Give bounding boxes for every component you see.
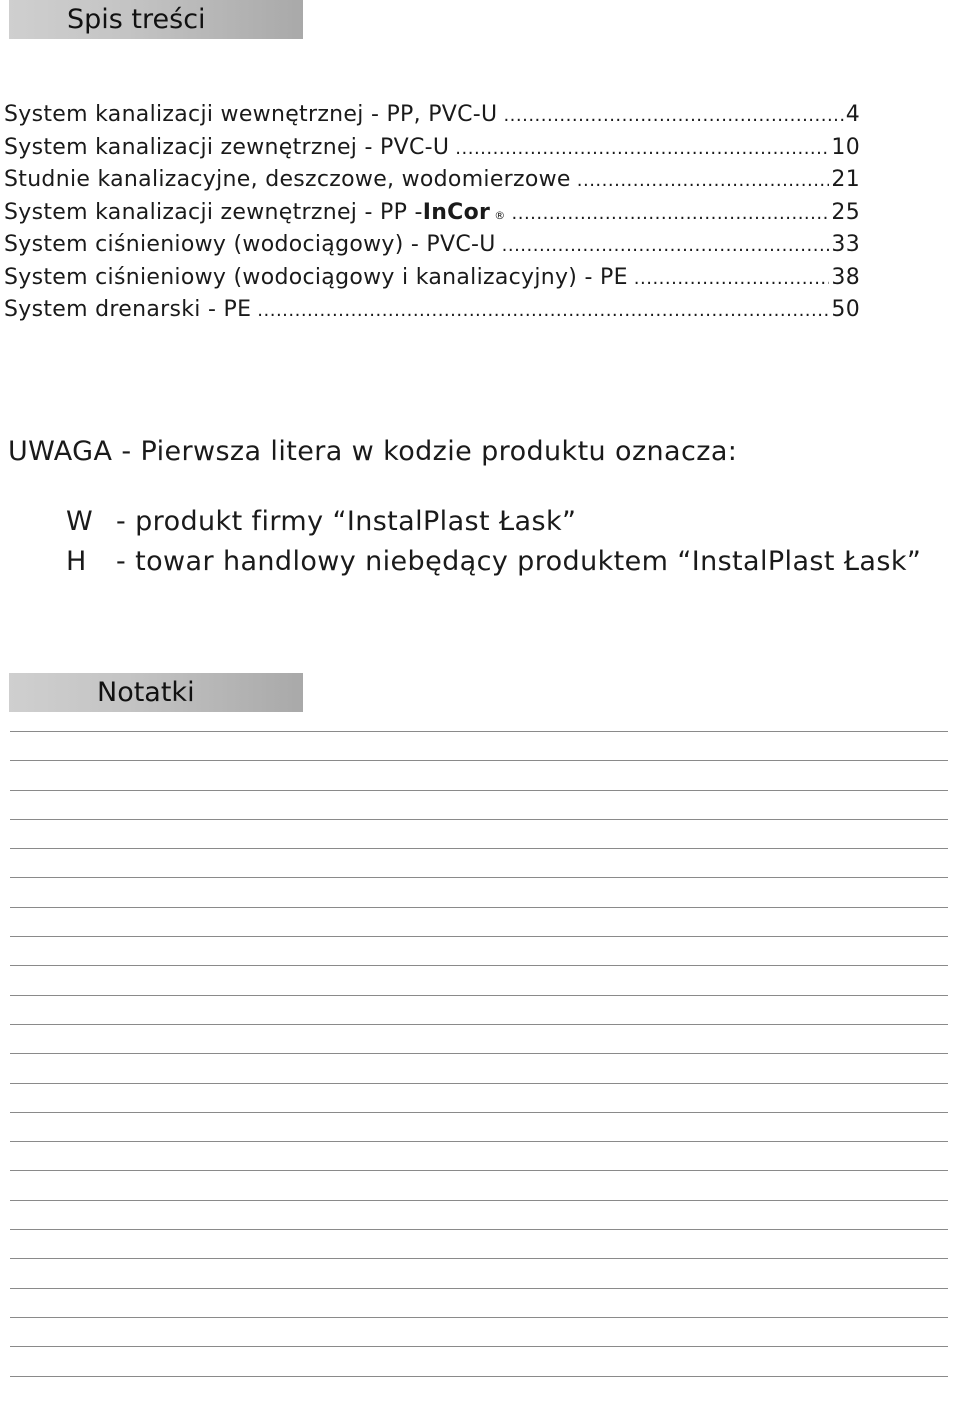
notes-line — [10, 1318, 948, 1347]
toc-entry-page: 21 — [831, 167, 860, 192]
toc-entry-title: System ciśnieniowy (wodociągowy i kanalizacyjny) - PE — [4, 264, 628, 290]
toc-dot-leader — [512, 200, 830, 225]
toc-entry[interactable] — [4, 200, 860, 233]
notes-line — [10, 1025, 948, 1054]
notes-line — [10, 908, 948, 937]
product-code-legend — [66, 506, 921, 586]
notes-line — [10, 761, 948, 790]
toc-heading: Spis treści — [67, 4, 206, 35]
toc-entry-page: 50 — [831, 297, 860, 322]
notes-line — [10, 996, 948, 1025]
toc-entry-title: System drenarski - PE — [4, 297, 252, 322]
notes-line — [10, 1201, 948, 1230]
legend-text: - towar handlowy niebędący produktem “InstalPlast Łask” — [116, 546, 922, 577]
toc-entry[interactable] — [4, 265, 860, 298]
toc-dot-leader — [455, 135, 829, 160]
toc-entry[interactable] — [4, 135, 860, 168]
toc-entry-title: Studnie kanalizacyjne, deszczowe, wodomierzowe — [4, 167, 571, 192]
notes-header-bar — [9, 673, 303, 712]
legend-code: H — [66, 546, 87, 577]
notes-line — [10, 1171, 948, 1200]
registered-mark: ® — [494, 208, 506, 222]
notes-heading: Notatki — [97, 677, 195, 708]
toc-header-bar — [9, 0, 303, 39]
toc-entry[interactable] — [4, 297, 860, 330]
toc-dot-leader — [634, 265, 830, 290]
notes-line — [10, 1113, 948, 1142]
table-of-contents — [4, 102, 860, 330]
notes-line — [10, 1289, 948, 1318]
notes-line — [10, 732, 948, 761]
notes-line — [10, 849, 948, 878]
notes-line — [10, 966, 948, 995]
toc-entry[interactable] — [4, 167, 860, 200]
notes-line — [10, 1084, 948, 1113]
toc-entry[interactable] — [4, 102, 860, 135]
toc-entry-page: 4 — [845, 102, 860, 127]
toc-dot-leader — [257, 297, 829, 322]
notes-line — [10, 937, 948, 966]
legend-text: - produkt firmy “InstalPlast Łask” — [116, 506, 577, 537]
toc-entry-page: 10 — [831, 134, 860, 160]
toc-entry-page: 33 — [831, 232, 860, 257]
toc-dot-leader — [503, 102, 843, 127]
toc-entry-brand: InCor — [422, 199, 491, 225]
notes-line — [10, 1347, 948, 1376]
note-heading: UWAGA - Pierwsza litera w kodzie produktu oznacza: — [8, 436, 738, 467]
toc-entry-page: 25 — [831, 199, 860, 225]
toc-entry-title: System kanalizacji wewnętrznej - PP, PVC-U — [4, 102, 498, 127]
toc-entry-title: System kanalizacji zewnętrznej - PP - — [4, 199, 423, 225]
toc-entry-title: System ciśnieniowy (wodociągowy) - PVC-U — [4, 232, 496, 257]
toc-entry-title: System kanalizacji zewnętrznej - PVC-U — [4, 134, 450, 160]
legend-code: W — [66, 506, 94, 537]
notes-lines — [10, 730, 948, 1377]
notes-line — [10, 1259, 948, 1288]
toc-dot-leader — [577, 167, 830, 192]
toc-entry[interactable] — [4, 232, 860, 265]
legend-row — [66, 506, 921, 546]
notes-line — [10, 1230, 948, 1259]
legend-row — [66, 546, 921, 586]
notes-line — [10, 820, 948, 849]
notes-line — [10, 1142, 948, 1171]
notes-line — [10, 878, 948, 907]
toc-dot-leader — [502, 232, 830, 257]
notes-line — [10, 791, 948, 820]
notes-line — [10, 1054, 948, 1083]
toc-entry-page: 38 — [831, 264, 860, 290]
